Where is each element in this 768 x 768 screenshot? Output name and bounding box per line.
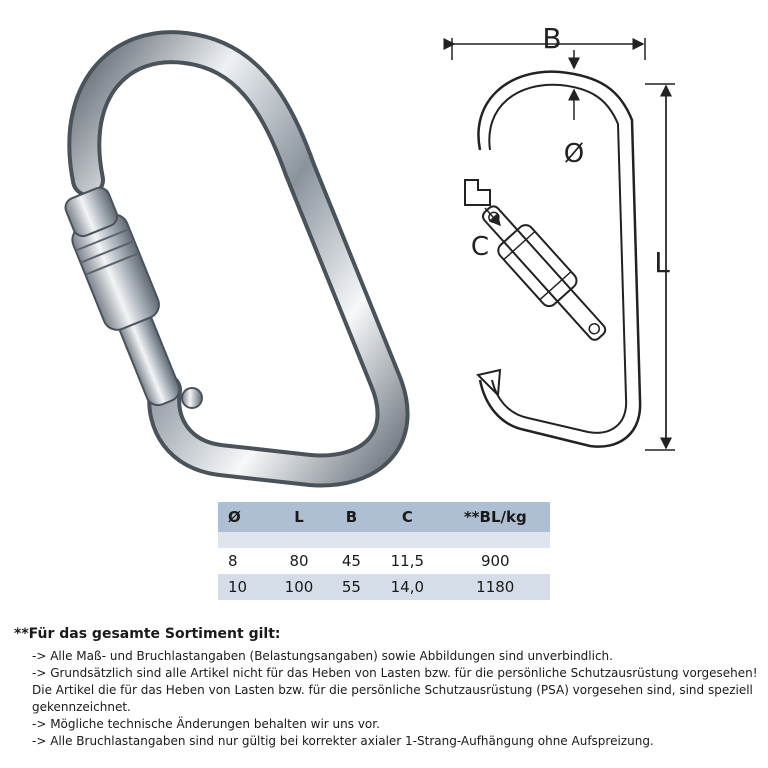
cell-b: 55 [329, 574, 374, 600]
notes-title: **Für das gesamte Sortiment gilt: [14, 626, 281, 642]
dimension-b-label: B [542, 22, 562, 55]
notes-section [14, 626, 759, 750]
table-row [218, 574, 550, 600]
technical-drawing [440, 10, 760, 460]
gate [57, 183, 195, 413]
header-diameter: Ø [218, 502, 269, 532]
notes-list [14, 648, 759, 750]
header-l: L [269, 502, 328, 532]
cell-breaking-load: 1180 [441, 574, 550, 600]
drawing-gate [472, 196, 617, 350]
cell-l: 80 [269, 548, 328, 574]
cell-l: 100 [269, 574, 328, 600]
table-row [218, 548, 550, 574]
note-item: -> Mögliche technische Änderungen behalten wir uns vor. [32, 717, 380, 731]
header-breaking-load: **BL/kg [441, 502, 550, 532]
table-spacer [218, 532, 550, 548]
cell-diameter: 10 [218, 574, 269, 600]
cell-c: 11,5 [374, 548, 440, 574]
header-b: B [329, 502, 374, 532]
diameter-label: Ø [563, 139, 585, 169]
cell-b: 45 [329, 548, 374, 574]
note-item: -> Grundsätzlich sind alle Artikel nicht für das Heben von Lasten bzw. für die persönliche Schutzausrüstung vorgesehen! Die Artikel die für das Heben von Lasten bzw. für die persönliche Schutzausrüstung (PSA) vorgesehen sind, sind speziell gekennzeichnet. [32, 666, 758, 714]
dimension-l-label: L [654, 246, 670, 279]
header-c: C [374, 502, 440, 532]
note-item: -> Alle Bruchlastangaben sind nur gültig bei korrekter axialer 1-Strang-Aufhängung ohne Aufspreizung. [32, 734, 654, 748]
carabiner-photo [10, 20, 420, 490]
dimension-c-label: C [470, 232, 490, 262]
cell-breaking-load: 900 [441, 548, 550, 574]
spec-table [218, 502, 550, 600]
table-header-row [218, 502, 550, 532]
cell-diameter: 8 [218, 548, 269, 574]
note-item: -> Alle Maß- und Bruchlastangaben (Belastungsangaben) sowie Abbildungen sind unverbindlich. [32, 649, 613, 663]
cell-c: 14,0 [374, 574, 440, 600]
